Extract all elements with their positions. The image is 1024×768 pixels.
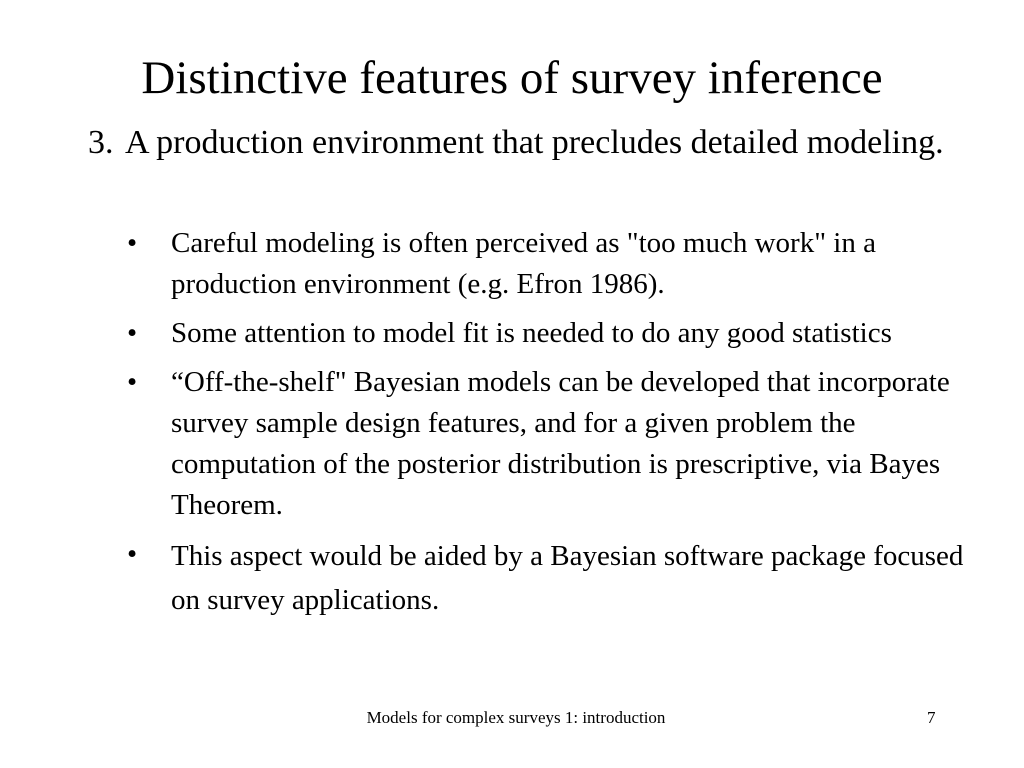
page-number: 7 [927, 708, 936, 727]
bullet-text: Careful modeling is often perceived as "too much work" in a production environment (e.g. Efron 1986). [171, 227, 876, 300]
main-point [88, 120, 968, 165]
bullet-item [127, 362, 967, 526]
main-point-text: A production environment that precludes detailed modeling. [125, 124, 944, 161]
bullet-dot-icon: • [127, 227, 138, 259]
bullet-text: “Off-the-shelf" Bayesian models can be developed that incorporate survey sample design features, and for a given problem the computation of the posterior distribution is prescriptive, via Bayes Theorem. [171, 366, 950, 521]
bullet-text: Some attention to model fit is needed to do any good statistics [171, 317, 892, 349]
bullet-dot-icon: • [127, 538, 138, 570]
slide-title: Distinctive features of survey inference [141, 52, 883, 104]
slide-footer: Models for complex surveys 1: introduction [366, 708, 666, 727]
bullet-list [127, 223, 967, 630]
bullet-item [127, 313, 967, 354]
main-point-number: 3. [88, 124, 114, 161]
bullet-item [127, 534, 967, 622]
bullet-text: This aspect would be aided by a Bayesian software package focused on survey applications. [171, 540, 964, 616]
bullet-dot-icon: • [127, 317, 138, 349]
bullet-dot-icon: • [127, 366, 138, 398]
bullet-item [127, 223, 967, 305]
